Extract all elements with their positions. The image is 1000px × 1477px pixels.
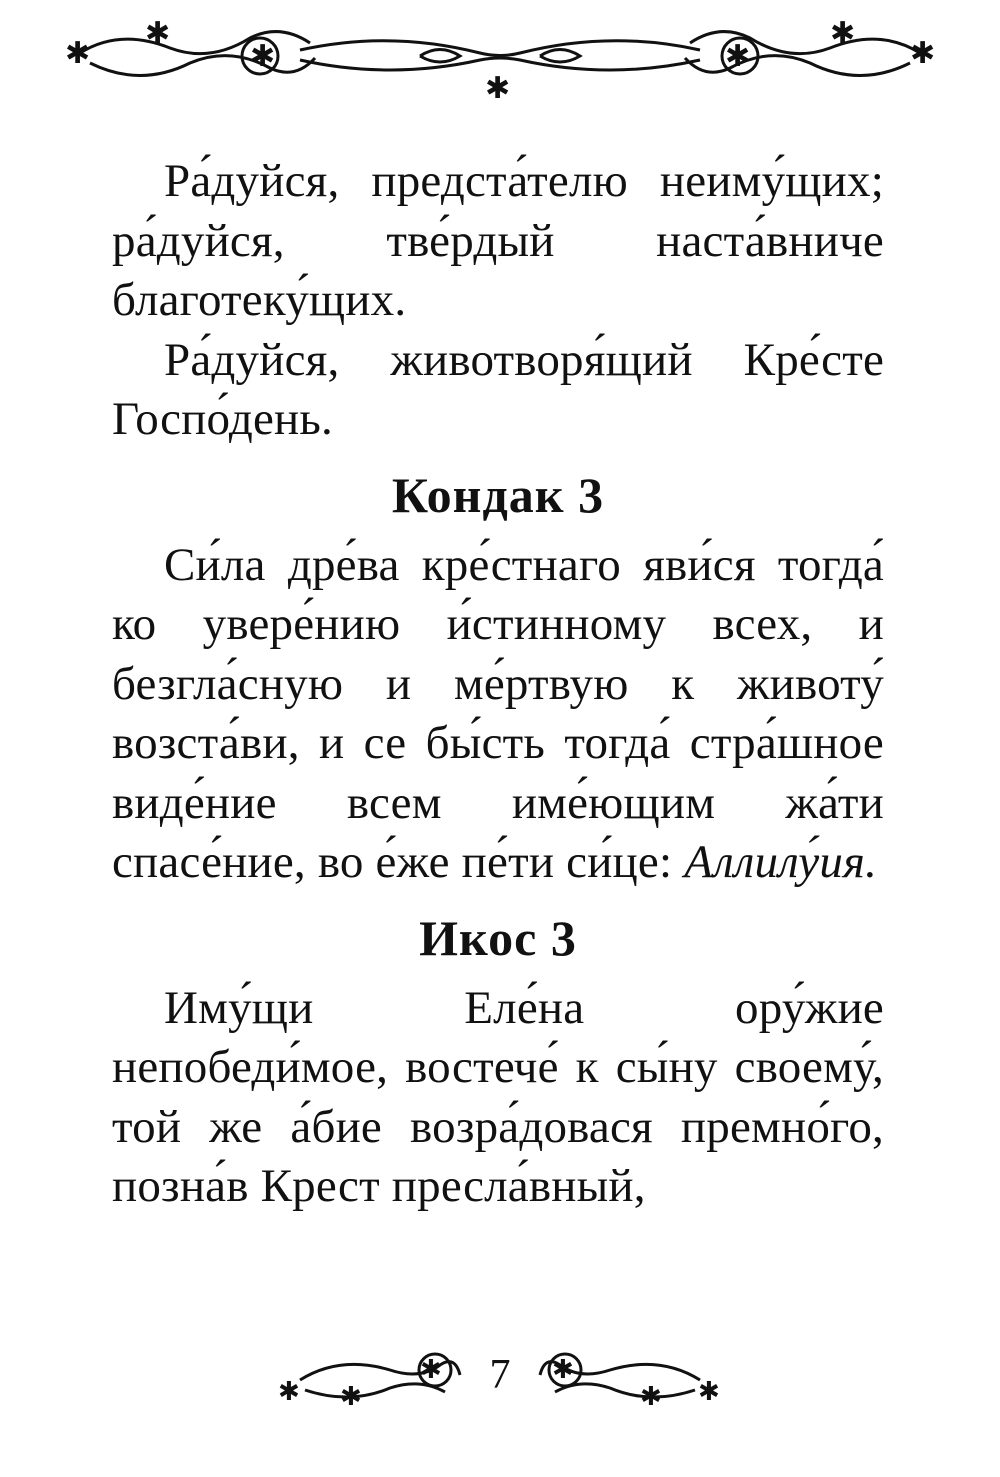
svg-text:✱: ✱ (340, 1382, 362, 1412)
svg-text:✱: ✱ (278, 1377, 300, 1407)
svg-text:✱: ✱ (485, 71, 511, 106)
svg-text:✱: ✱ (830, 16, 856, 51)
svg-text:✱: ✱ (250, 39, 276, 74)
top-floral-ornament-icon (60, 8, 940, 108)
kontakion-refrain: Аллилу́ия. (684, 836, 878, 888)
kontakion-text (112, 536, 884, 893)
svg-text:✱: ✱ (145, 16, 171, 51)
kontakion-heading: Кондак 3 (391, 466, 605, 523)
page-text-block (112, 152, 884, 1217)
svg-text:✱: ✱ (725, 39, 751, 74)
svg-text:✱: ✱ (65, 36, 91, 71)
svg-text:✱: ✱ (640, 1382, 662, 1412)
ikos-text: Иму́щи Еле́на ору́жие непобеди́мое, востече́ к сы́ну своему́, той же а́бие возра́довася премно́го, позна́в Крест пресла́вный, (112, 981, 884, 1212)
paragraph-rejoice-1: Ра́дуйся, предста́телю неиму́щих; ра́дуйся, тве́рдый наста́вниче благотеку́щих. (112, 155, 884, 326)
paragraph-rejoice-2: Ра́дуйся, животворя́щий Кре́сте Госпо́день. (112, 333, 884, 445)
page-number: 7 (489, 1352, 511, 1398)
svg-text:✱: ✱ (420, 1355, 442, 1385)
kontakion-body: Си́ла дре́ва кре́стнаго яви́ся тогда́ ко увере́нию и́стинному всех, и безгла́сную и ме́ртвую к животу́ возста́ви, и се бы́сть тогда́ стра́шное виде́ние всем име́ющим жа́ти спасе́ние, во е́же пе́ти си́це: (112, 538, 884, 888)
ikos-heading: Икос 3 (419, 909, 577, 966)
svg-text:✱: ✱ (698, 1377, 720, 1407)
svg-text:✱: ✱ (910, 36, 936, 71)
svg-text:✱: ✱ (552, 1355, 574, 1385)
